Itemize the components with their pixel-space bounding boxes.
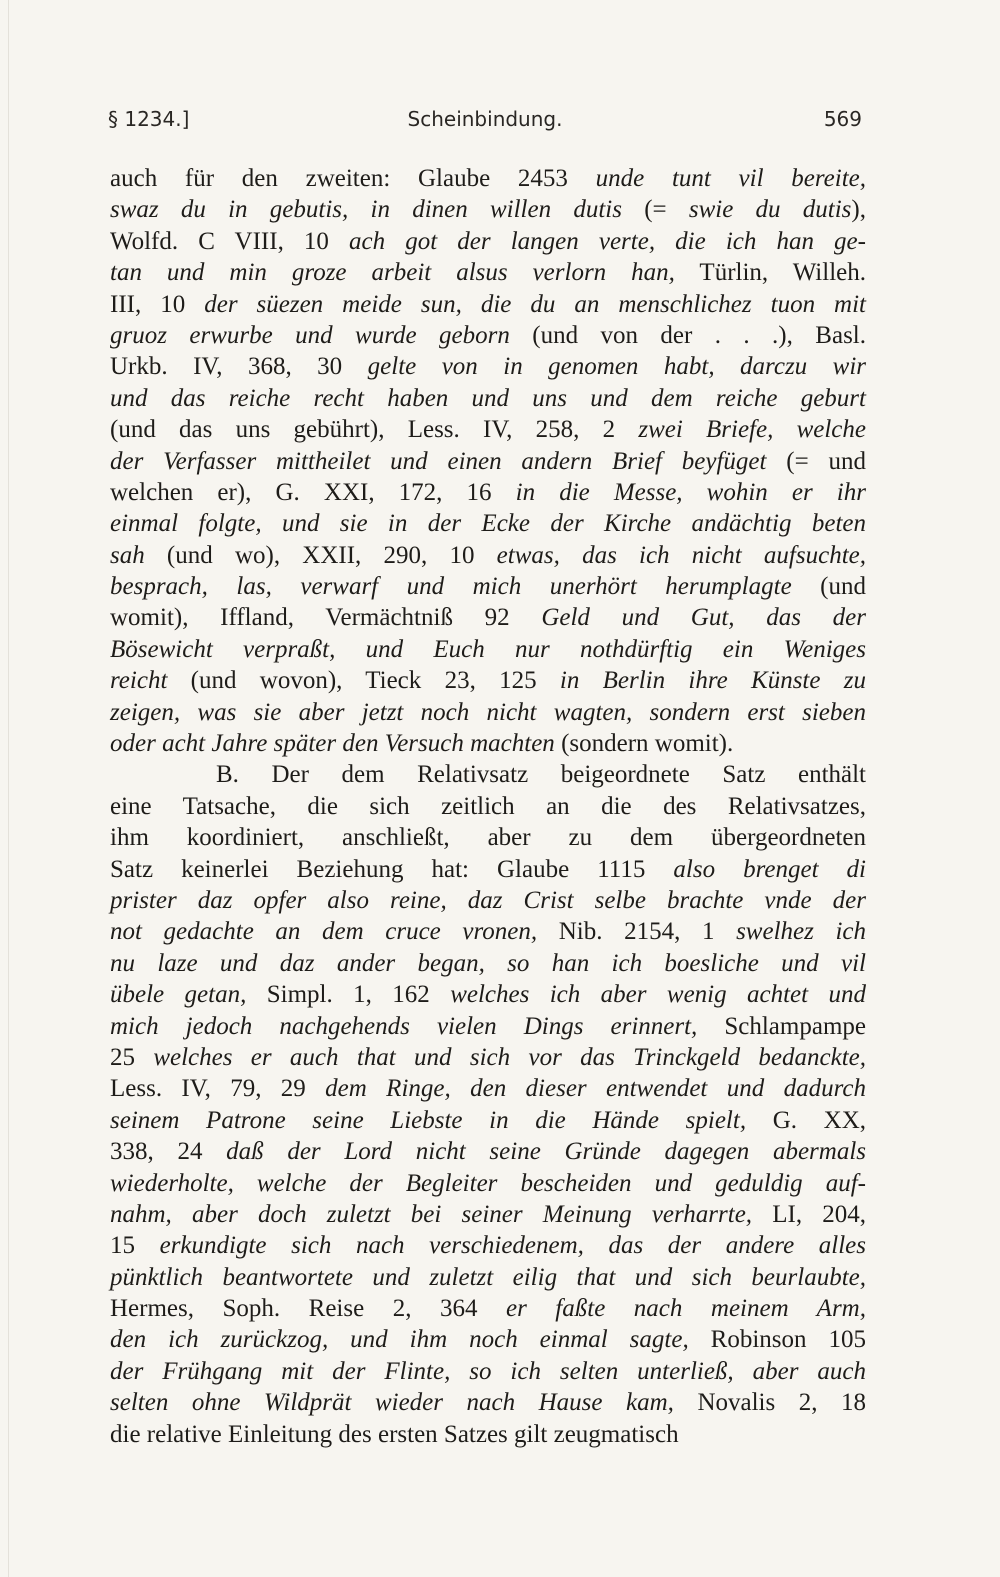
text-span: ihm koordiniert, anschließt, aber zu dem übergeordneten (110, 824, 866, 852)
quotation-text: welches er auch that und sich vor das Trinckgeld bedanckte, (153, 1043, 867, 1071)
quotation-text: etwas, das ich nicht aufsuchte, (496, 541, 866, 569)
quotation-text: sah (110, 541, 145, 569)
text-line (110, 1262, 866, 1293)
quotation-text: zeigen, was sie aber jetzt noch nicht wagten, sondern erst sieben (110, 698, 866, 726)
text-line (110, 979, 866, 1010)
text-span: Novalis 2, 18 (673, 1389, 867, 1417)
quotation-text: swie du dutis (688, 196, 852, 224)
text-span: (und von der . . .), Basl. (509, 321, 866, 349)
quotation-text: swaz du in gebutis, in dinen willen dutis (110, 196, 622, 224)
text-line (110, 163, 866, 194)
text-span: welchen er), G. XXI, 172, 16 (110, 478, 516, 506)
text-line (110, 1073, 866, 1104)
quotation-text: nahm, aber doch zuletzt bei seiner Meinung verharrte, (110, 1200, 753, 1228)
text-line (110, 540, 866, 571)
text-span: Schlampampe (697, 1012, 866, 1040)
quotation-text: pünktlich beantwortete und zuletzt eilig that und sich beurlaubte, (110, 1263, 866, 1291)
quotation-text: der süezen meide sun, die du an menschlichez tuon mit (204, 290, 866, 318)
text-line (110, 759, 866, 790)
quotation-text: welches ich aber wenig achtet und (450, 981, 866, 1009)
quotation-text: Bösewicht verpraßt, und Euch nur nothdürftig ein Weniges (110, 635, 866, 663)
text-line (110, 1136, 866, 1167)
quotation-text: den ich zurückzog, und ihm noch einmal sagte, (110, 1326, 689, 1354)
text-line (110, 257, 866, 288)
page-number: 569 (823, 107, 862, 131)
text-span: Wolfd. C VIII, 10 (110, 227, 350, 255)
text-span: Robinson 105 (688, 1326, 866, 1354)
text-span: LI, 204, (752, 1200, 866, 1228)
quotation-text: gruoz erwurbe und wurde geborn (110, 321, 510, 349)
text-line (110, 1324, 866, 1355)
text-line (110, 948, 866, 979)
text-line (110, 320, 866, 351)
text-line (110, 1105, 866, 1136)
quotation-text: der Frühgang mit der Flinte, so ich selten unterließ, aber auch (110, 1357, 866, 1385)
text-line (110, 602, 866, 633)
quotation-text: übele getan, (110, 981, 247, 1009)
text-line (110, 351, 866, 382)
quotation-text: tan und min groze arbeit alsus verlorn han, (110, 259, 675, 287)
text-span: Satz keinerlei Beziehung hat: Glaube 1115 (110, 855, 674, 883)
text-span: 15 (110, 1232, 160, 1260)
text-line (110, 1042, 866, 1073)
text-span: ), (851, 196, 866, 224)
quotation-text: unde tunt vil bereite, (595, 165, 866, 192)
quotation-text: daß der Lord nicht seine Gründe dagegen abermals (226, 1138, 867, 1166)
quotation-text: oder acht Jahre später den Versuch machten (110, 730, 555, 758)
text-span: 338, 24 (110, 1138, 227, 1166)
quotation-text: und das reiche recht haben und uns und dem reiche geburt (110, 384, 866, 412)
text-span: auch für den zweiten: Glaube 2453 (110, 165, 596, 192)
text-span: Türlin, Willeh. (674, 259, 866, 287)
text-line (110, 571, 866, 602)
text-line (110, 1011, 866, 1042)
section-reference: § 1234.] (108, 107, 190, 131)
quotation-text: besprach, las, verwarf und mich unerhört herumplagte (110, 573, 792, 601)
text-line (110, 383, 866, 414)
text-line (110, 1356, 866, 1387)
text-span: womit), Iffland, Vermächtniß 92 (110, 604, 542, 632)
quotation-text: swelhez ich (736, 918, 866, 946)
text-span: B. Der dem Relativsatz beigeordnete Satz enthält (216, 761, 866, 789)
page-edge-shadow (8, 0, 9, 1577)
running-header (108, 107, 862, 137)
text-line (110, 1419, 866, 1450)
quotation-text: dem Ringe, den dieser entwendet und dadurch (325, 1075, 866, 1103)
text-line (110, 1199, 866, 1230)
text-span: Nib. 2154, 1 (537, 918, 737, 946)
text-line (110, 728, 866, 759)
text-span: (= (621, 196, 689, 224)
quotation-text: erkundigte sich nach verschiedenem, das der andere alles (159, 1232, 867, 1260)
text-span: (= und (766, 447, 866, 475)
quotation-text: er faßte nach meinem Arm, (505, 1295, 866, 1323)
text-span: (sondern womit). (554, 730, 734, 758)
quotation-text: prister daz opfer also reine, daz Crist selbe brachte vnde der (110, 886, 866, 914)
quotation-text: also brenget di (673, 855, 867, 883)
text-line (110, 791, 866, 822)
text-line (110, 665, 866, 696)
quotation-text: ach got der langen verte, die ich han ge- (349, 227, 866, 255)
quotation-text: in Berlin ihre Künste zu (559, 667, 866, 695)
running-title: Scheinbindung. (407, 107, 563, 131)
text-line (110, 634, 866, 665)
text-span: (und wo), XXII, 290, 10 (144, 541, 497, 569)
text-line (110, 822, 866, 853)
quotation-text: einmal folgte, und sie in der Ecke der Kirche andächtig beten (110, 510, 866, 538)
text-line (110, 1293, 866, 1324)
text-line (110, 854, 866, 885)
text-span: Less. IV, 79, 29 (110, 1075, 326, 1103)
text-line (110, 697, 866, 728)
text-span: (und das uns gebührt), Less. IV, 258, 2 (110, 416, 639, 444)
text-span: Simpl. 1, 162 (246, 981, 451, 1009)
text-line (110, 226, 866, 257)
text-span: (und (791, 573, 867, 601)
text-line (110, 885, 866, 916)
text-span: eine Tatsache, die sich zeitlich an die des Relativsatzes, (110, 792, 866, 820)
quotation-text: selten ohne Wildprät wieder nach Hause kam, (110, 1389, 674, 1417)
quotation-text: reicht (110, 667, 168, 695)
text-line (110, 1230, 866, 1261)
text-line (110, 1387, 866, 1418)
text-line (110, 194, 866, 225)
text-span: Urkb. IV, 368, 30 (110, 353, 368, 381)
body-text (110, 163, 866, 1450)
text-line (110, 1168, 866, 1199)
quotation-text: zwei Briefe, welche (638, 416, 866, 444)
quotation-text: Geld und Gut, das der (541, 604, 866, 632)
text-span: 25 (110, 1043, 154, 1071)
quotation-text: wiederholte, welche der Begleiter bescheiden und geduldig auf- (110, 1169, 866, 1197)
quotation-text: seinem Patrone seine Liebste in die Hände spielt, (110, 1106, 747, 1134)
text-line (110, 446, 866, 477)
text-span: (und wovon), Tieck 23, 125 (167, 667, 560, 695)
text-line (110, 414, 866, 445)
text-line (110, 916, 866, 947)
quotation-text: not gedachte an dem cruce vronen, (110, 918, 538, 946)
text-span: III, 10 (110, 290, 205, 318)
quotation-text: nu laze und daz ander began, so han ich boesliche und vil (110, 949, 866, 977)
quotation-text: mich jedoch nachgehends vielen Dings erinnert, (110, 1012, 698, 1040)
text-span: Hermes, Soph. Reise 2, 364 (110, 1295, 506, 1323)
quotation-text: der Verfasser mittheilet und einen andern Brief beyfüget (110, 447, 767, 475)
quotation-text: gelte von in genomen habt, darczu wir (367, 353, 866, 381)
text-line (110, 289, 866, 320)
text-line (110, 508, 866, 539)
text-line (110, 477, 866, 508)
text-span: die relative Einleitung des ersten Satzes gilt zeugmatisch (110, 1420, 679, 1448)
text-span: G. XX, (746, 1106, 866, 1134)
quotation-text: in die Messe, wohin er ihr (515, 478, 866, 506)
